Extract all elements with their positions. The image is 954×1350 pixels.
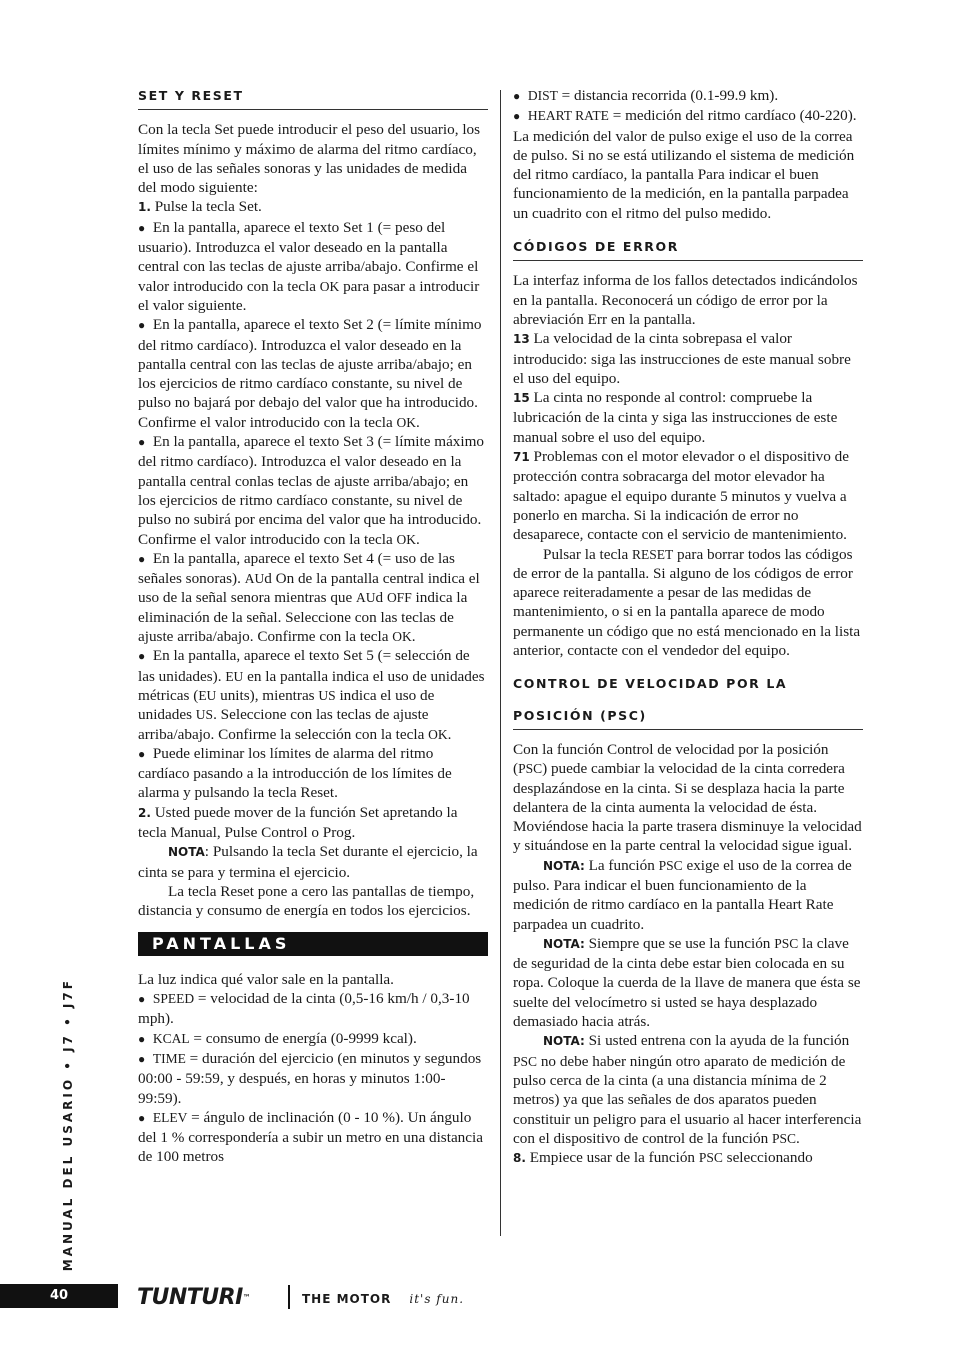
heading-set-reset: SET Y RESET bbox=[138, 86, 488, 110]
step-8: 8. Empiece usar de la función PSC seleccionando bbox=[513, 1149, 813, 1167]
bullet-set4: ● En la pantalla, aparece el texto Set 4 (= uso de las señales sonoras). AUd On de la pantalla central indica el uso de la señal senora mientras que AUd OFF indica la eliminación de la señal. Seleccione con las teclas de ajuste arriba/abajo. Confirme con la tecla OK. bbox=[138, 549, 480, 646]
bullet-speed: ● SPEED = velocidad de la cinta (0,5-16 km/h / 0,3-10 mph). bbox=[138, 990, 470, 1028]
step-2: 2. Usted puede mover de la función Set apretando la tecla Manual, Pulse Control o Prog. bbox=[138, 803, 458, 841]
bullet-set3: ● En la pantalla, aparece el texto Set 3 (= límite máximo del ritmo cardíaco). Introduzca el valor deseado en la pantalla central conlas teclas de ajuste arriba/abajo; en los ejercicios de ritmo cardíaco constante, su nivel de pulso no subirá por encima del valor que ha introducido. Confirme el valor introducido con la tecla OK. bbox=[138, 433, 485, 548]
paragraph-psc: Con la función Control de velocidad por la posición (PSC) puede cambiar la velocidad de la cinta corredera desplazándose en la cinta. Si se desplaza hacia la parte delantera de la cinta aumenta la velocidad de ésta. Moviéndose hacia la parte trasera disminuye la velocidad y situándose en la parte central la velocidad sigue igual. bbox=[513, 740, 862, 855]
error-13: 13 La velocidad de la cinta sobrepasa el valor introducido: siga las instrucciones de este manual sobre el uso del equipo. bbox=[513, 330, 851, 387]
bullet-heart-rate: ● HEART RATE = medición del ritmo cardíaco (40-220). La medición del valor de pulso exige el uso de la correa de pulso. Si no se está utilizando el sistema de medición del ritmo cardíaco, la pantalla Para indicar el buen funcionamiento de la medición, en la pantalla parpadea un cuadrito con el ritmo del pulso medido. bbox=[513, 107, 857, 222]
brand-tagline: THE MOTOR it's fun. bbox=[302, 1292, 465, 1306]
bullet-kcal: ● KCAL = consumo de energía (0-9999 kcal). bbox=[138, 1029, 417, 1047]
paragraph: La luz indica qué valor sale en la pantalla. bbox=[138, 970, 394, 988]
right-column bbox=[513, 86, 863, 1168]
sidebar-manual-title: MANUAL DEL USARIO • J7 • J7F bbox=[61, 978, 76, 1272]
bullet-time: ● TIME = duración del ejercicio (en minutos y segundos 00:00 - 59:59, y después, en horas y minutos 1:00-99:59). bbox=[138, 1049, 482, 1107]
error-71: 71 Problemas con el motor elevador o el dispositivo de protección contra sobracarga del motor elevador ha saltado: apague el equipo durante 5 minutos y vuelva a ponerlo en marcha. Si la indicación de error no desaparece, contacte con el servicio de mantenimiento. bbox=[513, 448, 849, 544]
paragraph: La interfaz informa de los fallos detectados indicándolos en la pantalla. Reconocerá un código de error por la abreviación Err en la pantalla. bbox=[513, 272, 858, 328]
error-15: 15 La cinta no responde al control: compruebe la lubricación de la cinta y siga las instrucciones de este manual sobre el uso del equipo. bbox=[513, 389, 838, 446]
heading-pantallas: PANTALLAS bbox=[138, 932, 488, 955]
note-2: NOTA: Siempre que se use la función PSC la clave de seguridad de la cinta debe estar bien colocada en su ropa. Coloque la cuerda de la llave de manera que ésta se suelte del velocímetro si usted se haya desplazado demasiado hacia atrás. bbox=[513, 934, 861, 1031]
column-divider bbox=[500, 90, 501, 1236]
step-1: 1. Pulse la tecla Set. bbox=[138, 198, 262, 216]
footer-divider bbox=[288, 1285, 290, 1309]
bullet-set2: ● En la pantalla, aparece el texto Set 2 (= límite mínimo del ritmo cardíaco). Introduzca el valor deseado en la pantalla central con las teclas de ajuste arriba/abajo; en los ejercicios de ritmo cardíaco constante, su nivel de pulso no bajará por debajo del valor que ha introducido. Confirme el valor introducido con la tecla OK. bbox=[138, 316, 482, 431]
bullet-set1: ● En la pantalla, aparece el texto Set 1 (= peso del usuario). Introduzca el valor deseado en la pantalla central con las teclas de ajuste arriba/abajo. Confirme el valor introducido con la tecla OK para pasar a introducir el valor siguiente. bbox=[138, 218, 480, 314]
note: NOTA: Pulsando la tecla Set durante el ejercicio, la cinta se para y termina el ejercicio. bbox=[138, 843, 478, 881]
bullet-reset-limits: ● Puede eliminar los límites de alarma del ritmo cardíaco pasando a la introducción de los límites de alarma y pulsando la tecla Reset. bbox=[138, 744, 452, 802]
page-number: 40 bbox=[0, 1284, 118, 1308]
bullet-elev: ● ELEV = ángulo de inclinación (0 - 10 %). Un ángulo del 1 % correspondería a subir un metro en una distancia de 100 metros bbox=[138, 1108, 483, 1166]
heading-error-codes: CÓDIGOS DE ERROR bbox=[513, 237, 863, 261]
paragraph-reset: La tecla Reset pone a cero las pantallas de tiempo, distancia y consumo de energía en todos los ejercicios. bbox=[138, 882, 475, 920]
bullet-set5: ● En la pantalla, aparece el texto Set 5 (= selección de las unidades). EU en la pantalla indica el uso de unidades métricas (EU units), mientras US indica el uso de unidades US. Seleccione con las teclas de ajuste arriba/abajo. Confirme la selección con la tecla OK. bbox=[138, 647, 485, 743]
paragraph-reset-codes: Pulsar la tecla RESET para borrar todos las códigos de error de la pantalla. Si alguno de los códigos de error aparece reiteradamente a pesar de las medidas de mantenimiento, o si en la pantalla aparece de modo permanente un código que no está mencionado en la lista anterior, contacte con el vendedor del equipo. bbox=[513, 545, 861, 660]
left-column bbox=[138, 86, 488, 1167]
brand-logo: TUNTURI ™ bbox=[137, 1285, 251, 1311]
paragraph: Con la tecla Set puede introducir el peso del usuario, los límites mínimo y máximo de alarma del ritmo cardíaco, el uso de las señales sonoras y las unidades de medida del modo siguiente: bbox=[138, 121, 481, 197]
note-3: NOTA: Si usted entrena con la ayuda de la función PSC no debe haber ningún otro aparato de medición de pulso cerca de la cinta (a una distancia mínima de 2 metros) ya que las señales de dos aparatos pueden constituir un peligro para el usuario al hacer interferencia con el dispositivo de control de la función PSC. bbox=[513, 1032, 862, 1147]
note-1: NOTA: La función PSC exige el uso de la correa de pulso. Para indicar el buen funcionamiento de la medición de ritmo cardíaco en la pantalla Heart Rate parpadea un cuadrito. bbox=[513, 856, 852, 933]
bullet-dist: ● DIST = distancia recorrida (0.1-99.9 km). bbox=[513, 87, 779, 104]
heading-psc-line1: CONTROL DE VELOCIDAD POR LA bbox=[513, 676, 788, 692]
heading-psc-line2: POSICIÓN (PSC) bbox=[513, 706, 863, 730]
